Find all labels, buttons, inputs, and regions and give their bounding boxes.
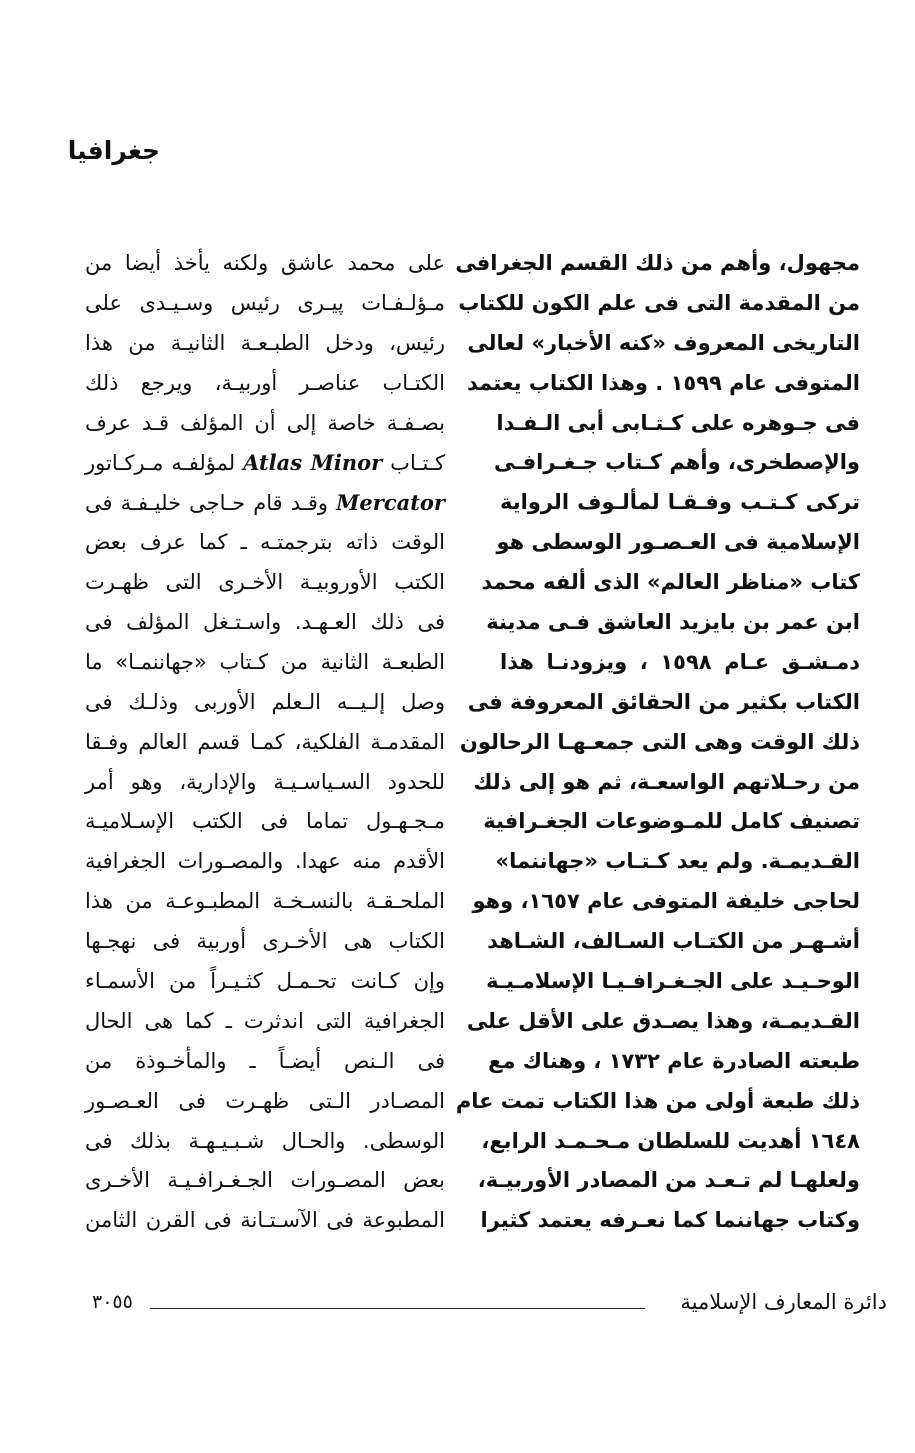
text-line: فى الـنص أيضـاً ـ والمأخـوذة من [85, 1048, 445, 1073]
text-line: القـديمـة. ولم يعد كـتـاب «جهاننما» [495, 849, 860, 874]
text-line: الكتاب هى الأخـرى أوربية فى نهجـها [85, 929, 445, 954]
text-line: فى ذلك العـهـد. واسـتـغل المؤلف فى [85, 610, 445, 635]
text-line: دمـشـق عـام ١٥٩٨ ، ويزودنـا هذا [500, 649, 860, 674]
text-line: تصنيف كامل للمـوضوعات الجغـرافية [483, 809, 860, 834]
text-line: الوقت ذاته بترجمتـه ـ كما عرف بعض [85, 530, 445, 555]
text-segment: كـتـاب [390, 451, 445, 476]
atlas-minor-line [85, 443, 445, 483]
text-line: وكتاب جهاننما كما نعـرفه يعتمد كثيرا [480, 1208, 860, 1233]
text-line: الملحـقـة بالنسـخـة المطبـوعـة من هذا [85, 889, 445, 914]
text-segment: وقـد قام حـاجى خليـفـة فى [85, 491, 329, 516]
text-line: الأقدم منه عهدا. والمصـورات الجغرافية [85, 849, 445, 874]
text-line: الوحـيـد على الجـغـرافـيـا الإسلامـيـة [486, 969, 860, 994]
text-line: ذلك طبعة أولى من هذا الكتاب تمت عام [455, 1088, 860, 1113]
footer-rule [150, 1308, 645, 1309]
text-line: المتوفى عام ١٥٩٩ . وهذا الكتاب يعتمد [467, 370, 860, 395]
text-line: مجهول، وأهم من ذلك القسم الجغرافى [455, 251, 860, 275]
text-line: من المقدمة التى فى علم الكون للكتاب [458, 290, 860, 315]
text-line: التاريخى المعروف «كنه الأخبار» لعالى [467, 330, 860, 355]
publication-title: دائرة المعارف الإسلامية [680, 1290, 887, 1314]
text-line: الإسلامية فى العـصـور الوسطى هو [496, 530, 860, 555]
text-line: طبعته الصادرة عام ١٧٣٢ ، وهناك مع [488, 1048, 860, 1073]
text-line: مـؤلـفـات پيـرى رئيس وسـيـدى على [85, 290, 445, 315]
text-line: وإن كـانت تحـمـل كثـيـراً من الأسمـاء [85, 969, 445, 994]
text-line: الطبعـة الثانية من كـتاب «جهاننمـا» ما [85, 649, 445, 674]
page-footer [0, 1290, 915, 1322]
text-line: للحدود السـياسـيـة والإدارية، وهو أمر [85, 769, 445, 794]
text-line: بعض المصـورات الجـغـرافـيـة الأخـرى [85, 1168, 445, 1193]
text-line: المقدمـة الفلكية، كمـا قسم العالم وفـقا [85, 729, 445, 754]
text-line: مـجـهـول تماما فى الكتب الإسـلاميـة [85, 809, 445, 834]
text-line: أشـهـر من الكتـاب السـالف، الشـاهد [487, 929, 860, 954]
text-line: الكتب الأوروبيـة الأخـرى التى ظهـرت [85, 570, 445, 595]
text-line: ولعلهـا لم تـعـد من المصادر الأوربيـة، [477, 1168, 860, 1193]
text-line: بصـفـة خاصة إلى أن المؤلف قـد عرف [85, 410, 445, 435]
latin-title: Atlas Minor [243, 450, 383, 476]
text-line: رئيس، ودخل الطبـعـة الثانيـة من هذا [85, 330, 445, 355]
left-column [85, 244, 445, 1241]
text-line: ذلك الوقت وهى التى جمعـهـا الرحالون [459, 729, 860, 754]
text-line: المطبوعة فى الآسـتـانة فى القرن الثامن [85, 1208, 445, 1233]
page-number: ٣٠٥٥ [92, 1291, 133, 1313]
text-line: الوسطى. والحـال شـبـيـهـة بذلك فى [85, 1128, 445, 1153]
text-line: تركى كـتـب وفـقـا لمألـوف الرواية [500, 490, 860, 515]
text-line: فى جـوهره على كـتـابى أبى الـفـدا [496, 410, 860, 435]
text-line: ١٦٤٨ أهديت للسلطان مـحـمـد الرابع، [481, 1128, 860, 1153]
text-line: المصـادر الـتى ظهـرت فى العـصـور [85, 1088, 445, 1113]
text-line: القـديمـة، وهذا يصـدق على الأقل على [466, 1008, 860, 1033]
text-line: على محمد عاشق ولكنه يأخذ أيضا من [85, 251, 445, 275]
text-line: الكتاب بكثير من الحقائق المعروفة فى [467, 689, 860, 714]
text-line: من رحـلاتهم الواسعـة، ثم هو إلى ذلك [473, 769, 860, 794]
running-title: جغرافيا [67, 136, 160, 165]
text-line: وصل إلـيــه الـعلم الأوربى وذلـك فى [85, 689, 445, 714]
text-line: ابن عمر بن بايزيد العاشق فـى مدينة [486, 610, 860, 635]
text-line: والإصطخرى، وأهم كـتاب جـغـرافـى [493, 450, 860, 475]
mercator-line [85, 483, 445, 523]
text-line: الجغرافية التى اندثرت ـ كما هى الحال [85, 1008, 445, 1033]
text-line: لحاجى خليفة المتوفى عام ١٦٥٧، وهو [472, 889, 860, 914]
latin-name: Mercator [336, 490, 445, 516]
text-line: كتاب «مناظر العالم» الذى ألفه محمد [481, 570, 860, 595]
text-line: الكتـاب عناصـر أوربيـة، ويرجع ذلك [85, 370, 445, 395]
right-column [455, 244, 860, 1241]
text-segment: لمؤلفـه مـركـاتور [85, 451, 236, 476]
